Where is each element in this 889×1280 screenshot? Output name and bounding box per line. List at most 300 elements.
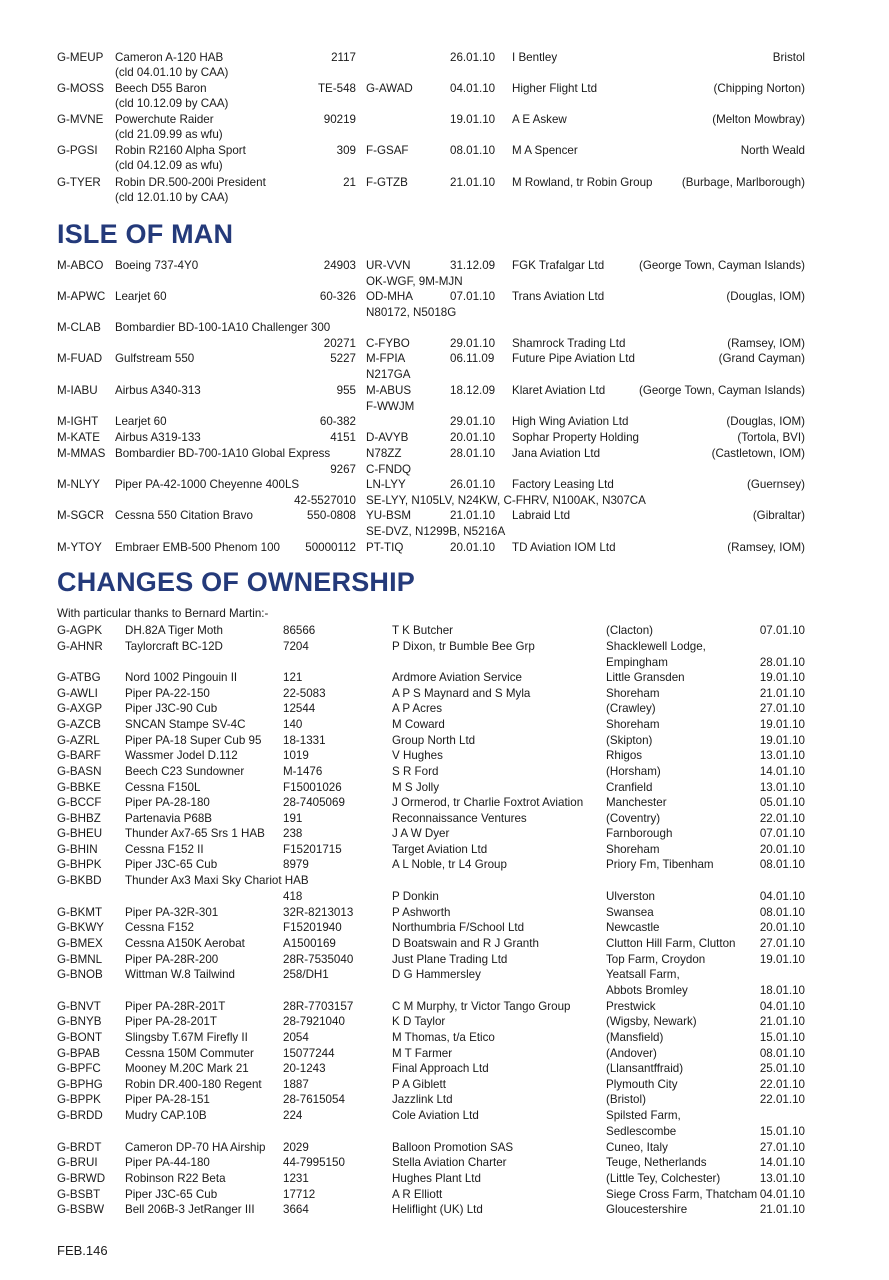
cancel-note: (cld 21.09.99 as wfu) bbox=[115, 128, 223, 141]
previous-regs-history: SE-DVZ, N1299B, N5216A bbox=[366, 525, 506, 538]
reg: G-BSBW bbox=[57, 1203, 105, 1216]
construction-number: 1231 bbox=[283, 1172, 309, 1185]
previous-reg: UR-VVN bbox=[366, 259, 411, 272]
owner: D G Hammersley bbox=[392, 968, 481, 981]
aircraft-type: Robin R2160 Alpha Sport bbox=[115, 144, 246, 157]
owner: Stella Aviation Charter bbox=[392, 1156, 507, 1169]
date: 28.01.10 bbox=[450, 447, 496, 460]
construction-number: 50000112 bbox=[305, 541, 356, 554]
reg: G-BPPK bbox=[57, 1093, 101, 1106]
date: 26.01.10 bbox=[450, 51, 496, 64]
aircraft-type: Beech D55 Baron bbox=[115, 82, 207, 95]
location: Bristol bbox=[772, 51, 805, 64]
construction-number: 28-7405069 bbox=[283, 796, 345, 809]
location: Little Gransden bbox=[606, 671, 685, 684]
location: Cuneo, Italy bbox=[606, 1141, 668, 1154]
construction-number: 3664 bbox=[283, 1203, 309, 1216]
aircraft-type: Cessna F152 II bbox=[125, 843, 204, 856]
owner: Cole Aviation Ltd bbox=[392, 1109, 479, 1122]
aircraft-type: Beech C23 Sundowner bbox=[125, 765, 245, 778]
date: 22.01.10 bbox=[759, 1078, 805, 1091]
reg: G-BPAB bbox=[57, 1047, 100, 1060]
aircraft-type: Piper PA-44-180 bbox=[125, 1156, 210, 1169]
construction-number: 238 bbox=[283, 827, 303, 840]
construction-number: 20-1243 bbox=[283, 1062, 326, 1075]
location: (Douglas, IOM) bbox=[726, 415, 805, 428]
date: 31.12.09 bbox=[450, 259, 496, 272]
reg: G-BPHG bbox=[57, 1078, 103, 1091]
location: Swansea bbox=[606, 906, 654, 919]
location: (Melton Mowbray) bbox=[712, 113, 805, 126]
owner: M Coward bbox=[392, 718, 445, 731]
reg: G-BHBZ bbox=[57, 812, 101, 825]
cancel-note: (cld 10.12.09 by CAA) bbox=[115, 97, 229, 110]
date: 08.01.10 bbox=[759, 858, 805, 871]
owner: Reconnaissance Ventures bbox=[392, 812, 527, 825]
owner: M S Jolly bbox=[392, 781, 440, 794]
thanks-note: With particular thanks to Bernard Martin:- bbox=[57, 607, 269, 620]
aircraft-type: Gulfstream 550 bbox=[115, 352, 195, 365]
construction-number: 2054 bbox=[283, 1031, 309, 1044]
aircraft-type: Mudry CAP.10B bbox=[125, 1109, 207, 1122]
reg: G-BHIN bbox=[57, 843, 98, 856]
date: 08.01.10 bbox=[759, 1047, 805, 1060]
aircraft-type: Thunder Ax3 Maxi Sky Chariot HAB bbox=[125, 874, 309, 887]
reg: G-BKBD bbox=[57, 874, 102, 887]
location: Plymouth City bbox=[606, 1078, 678, 1091]
owner: I Bentley bbox=[512, 51, 558, 64]
location: Ulverston bbox=[606, 890, 655, 903]
aircraft-type: Taylorcraft BC-12D bbox=[125, 640, 223, 653]
owner: M T Farmer bbox=[392, 1047, 453, 1060]
construction-number: 86566 bbox=[283, 624, 316, 637]
location: Shoreham bbox=[606, 843, 660, 856]
aircraft-type: Airbus A340-313 bbox=[115, 384, 201, 397]
aircraft-type: Cessna F150L bbox=[125, 781, 201, 794]
construction-number: 28-7921040 bbox=[283, 1015, 345, 1028]
reg: G-BMEX bbox=[57, 937, 103, 950]
owner: Balloon Promotion SAS bbox=[392, 1141, 514, 1154]
location: (Chipping Norton) bbox=[713, 82, 805, 95]
owner: P Ashworth bbox=[392, 906, 451, 919]
new-reg: F-GTZB bbox=[366, 176, 408, 189]
construction-number: M-1476 bbox=[283, 765, 323, 778]
owner: Ardmore Aviation Service bbox=[392, 671, 522, 684]
date: 22.01.10 bbox=[759, 812, 805, 825]
section-title-isle-of-man: ISLE OF MAN bbox=[57, 219, 234, 249]
reg: G-BRWD bbox=[57, 1172, 106, 1185]
aircraft-type: Robin DR.400-180 Regent bbox=[125, 1078, 262, 1091]
date: 14.01.10 bbox=[759, 765, 805, 778]
date: 04.01.10 bbox=[759, 890, 805, 903]
date: 04.01.10 bbox=[450, 82, 496, 95]
owner: Target Aviation Ltd bbox=[392, 843, 488, 856]
date: 26.01.10 bbox=[450, 478, 496, 491]
reg: G-BNOB bbox=[57, 968, 103, 981]
owner: A L Noble, tr L4 Group bbox=[392, 858, 507, 871]
construction-number: 5227 bbox=[330, 352, 356, 365]
owner: FGK Trafalgar Ltd bbox=[512, 259, 605, 272]
aircraft-type: Robin DR.500-200i President bbox=[115, 176, 266, 189]
location: (Little Tey, Colchester) bbox=[606, 1172, 721, 1185]
aircraft-type: Mooney M.20C Mark 21 bbox=[125, 1062, 249, 1075]
reg: M-CLAB bbox=[57, 321, 101, 334]
construction-number: 8979 bbox=[283, 858, 309, 871]
reg: G-PGSI bbox=[57, 144, 98, 157]
reg: G-MVNE bbox=[57, 113, 104, 126]
reg: G-BKMT bbox=[57, 906, 103, 919]
previous-reg: C-FYBO bbox=[366, 337, 410, 350]
aircraft-type: Piper PA-22-150 bbox=[125, 687, 210, 700]
aircraft-type: Piper PA-28-180 bbox=[125, 796, 210, 809]
construction-number: 32R-8213013 bbox=[283, 906, 354, 919]
date: 29.01.10 bbox=[450, 415, 496, 428]
previous-reg: N78ZZ bbox=[366, 447, 402, 460]
location: Shacklewell Lodge, bbox=[606, 640, 706, 653]
date: 20.01.10 bbox=[759, 921, 805, 934]
date: 21.01.10 bbox=[450, 509, 496, 522]
date: 08.01.10 bbox=[450, 144, 496, 157]
aircraft-type: Slingsby T.67M Firefly II bbox=[125, 1031, 248, 1044]
new-reg: F-GSAF bbox=[366, 144, 409, 157]
cancel-note: (cld 04.01.10 by CAA) bbox=[115, 66, 229, 79]
aircraft-type: Bell 206B-3 JetRanger III bbox=[125, 1203, 255, 1216]
previous-reg: YU-BSM bbox=[366, 509, 412, 522]
reg: M-IABU bbox=[57, 384, 98, 397]
owner: Sophar Property Holding bbox=[512, 431, 639, 444]
construction-number: 17712 bbox=[283, 1188, 316, 1201]
date: 19.01.10 bbox=[759, 953, 805, 966]
construction-number: F15201940 bbox=[283, 921, 342, 934]
construction-number: 224 bbox=[283, 1109, 303, 1122]
location: (Mansfield) bbox=[606, 1031, 664, 1044]
owner: Group North Ltd bbox=[392, 734, 476, 747]
date: 27.01.10 bbox=[759, 702, 805, 715]
owner: Shamrock Trading Ltd bbox=[512, 337, 626, 350]
construction-number: 42-5527010 bbox=[294, 494, 356, 507]
date: 13.01.10 bbox=[759, 1172, 805, 1185]
owner: V Hughes bbox=[392, 749, 443, 762]
location: (Wigsby, Newark) bbox=[606, 1015, 697, 1028]
previous-reg: D-AVYB bbox=[366, 431, 409, 444]
location: Cranfield bbox=[606, 781, 653, 794]
reg: G-BSBT bbox=[57, 1188, 101, 1201]
location: (Castletown, IOM) bbox=[711, 447, 805, 460]
location: (Douglas, IOM) bbox=[726, 290, 805, 303]
reg: G-BRDT bbox=[57, 1141, 102, 1154]
location: (Grand Cayman) bbox=[718, 352, 805, 365]
construction-number: 90219 bbox=[323, 113, 356, 126]
date: 25.01.10 bbox=[759, 1062, 805, 1075]
reg: M-MMAS bbox=[57, 447, 106, 460]
owner: Klaret Aviation Ltd bbox=[512, 384, 606, 397]
reg: M-YTOY bbox=[57, 541, 102, 554]
reg: G-BCCF bbox=[57, 796, 102, 809]
date: 13.01.10 bbox=[759, 749, 805, 762]
location: Manchester bbox=[606, 796, 667, 809]
aircraft-type: Embraer EMB-500 Phenom 100 bbox=[115, 541, 280, 554]
owner: Final Approach Ltd bbox=[392, 1062, 489, 1075]
construction-number: 18-1331 bbox=[283, 734, 326, 747]
owner: Hughes Plant Ltd bbox=[392, 1172, 481, 1185]
construction-number: 4151 bbox=[330, 431, 356, 444]
aircraft-type: Boeing 737-4Y0 bbox=[115, 259, 199, 272]
date: 27.01.10 bbox=[759, 1141, 805, 1154]
aircraft-type: Piper PA-28-151 bbox=[125, 1093, 210, 1106]
cancel-note: (cld 12.01.10 by CAA) bbox=[115, 191, 229, 204]
reg: G-AXGP bbox=[57, 702, 103, 715]
location: Shoreham bbox=[606, 687, 660, 700]
aircraft-type: Piper PA-18 Super Cub 95 bbox=[125, 734, 262, 747]
construction-number: A1500169 bbox=[283, 937, 336, 950]
construction-number: 191 bbox=[283, 812, 303, 825]
location: (Crawley) bbox=[606, 702, 656, 715]
previous-reg: OD-MHA bbox=[366, 290, 414, 303]
owner: Higher Flight Ltd bbox=[512, 82, 598, 95]
aircraft-type: Piper J3C-65 Cub bbox=[125, 858, 218, 871]
location: Spilsted Farm, bbox=[606, 1109, 681, 1122]
location: Clutton Hill Farm, Clutton bbox=[606, 937, 736, 950]
owner: S R Ford bbox=[392, 765, 439, 778]
reg: G-BNYB bbox=[57, 1015, 102, 1028]
owner: Factory Leasing Ltd bbox=[512, 478, 614, 491]
aircraft-type: Cameron A-120 HAB bbox=[115, 51, 224, 64]
date: 08.01.10 bbox=[759, 906, 805, 919]
reg: G-BNVT bbox=[57, 1000, 101, 1013]
previous-regs-history: F-WWJM bbox=[366, 400, 415, 413]
date: 28.01.10 bbox=[759, 656, 805, 669]
aircraft-type: Piper PA-32R-301 bbox=[125, 906, 219, 919]
aircraft-type: Nord 1002 Pingouin II bbox=[125, 671, 238, 684]
location: Siege Cross Farm, Thatcham bbox=[606, 1188, 758, 1201]
date: 06.11.09 bbox=[450, 352, 495, 365]
reg: G-BRUI bbox=[57, 1156, 98, 1169]
location: Teuge, Netherlands bbox=[606, 1156, 707, 1169]
location: Gloucestershire bbox=[606, 1203, 688, 1216]
reg: G-TYER bbox=[57, 176, 101, 189]
construction-number: 28R-7703157 bbox=[283, 1000, 354, 1013]
previous-reg: LN-LYY bbox=[366, 478, 406, 491]
aircraft-type: Cessna F152 bbox=[125, 921, 194, 934]
aircraft-type: Piper PA-42-1000 Cheyenne 400LS bbox=[115, 478, 300, 491]
owner: C M Murphy, tr Victor Tango Group bbox=[392, 1000, 571, 1013]
construction-number: 140 bbox=[283, 718, 303, 731]
reg: G-MEUP bbox=[57, 51, 104, 64]
aircraft-type: DH.82A Tiger Moth bbox=[125, 624, 223, 637]
location: (Tortola, BVI) bbox=[737, 431, 805, 444]
construction-number: 418 bbox=[283, 890, 303, 903]
construction-number: 21 bbox=[343, 176, 356, 189]
construction-number: 60-326 bbox=[319, 290, 356, 303]
previous-regs-history: N80172, N5018G bbox=[366, 306, 457, 319]
construction-number: 20271 bbox=[323, 337, 356, 350]
reg: G-BBKE bbox=[57, 781, 101, 794]
date: 20.01.10 bbox=[450, 541, 496, 554]
location: Farnborough bbox=[606, 827, 673, 840]
aircraft-type: Cessna A150K Aerobat bbox=[125, 937, 245, 950]
reg: G-BASN bbox=[57, 765, 102, 778]
owner: P A Giblett bbox=[392, 1078, 446, 1091]
owner: P Dixon, tr Bumble Bee Grp bbox=[392, 640, 535, 653]
owner: High Wing Aviation Ltd bbox=[512, 415, 629, 428]
section-title-changes-of-ownership: CHANGES OF OWNERSHIP bbox=[57, 567, 416, 597]
location: (Clacton) bbox=[606, 624, 654, 637]
location: (Llansantffraid) bbox=[606, 1062, 684, 1075]
date: 27.01.10 bbox=[759, 937, 805, 950]
date: 29.01.10 bbox=[450, 337, 496, 350]
owner: P Donkin bbox=[392, 890, 439, 903]
date: 04.01.10 bbox=[759, 1188, 805, 1201]
location: Shoreham bbox=[606, 718, 660, 731]
location: (George Town, Cayman Islands) bbox=[638, 384, 805, 397]
construction-number: 15077244 bbox=[283, 1047, 335, 1060]
previous-regs-history: OK-WGF, 9M-MJN bbox=[366, 275, 463, 288]
date: 15.01.10 bbox=[759, 1031, 805, 1044]
date: 07.01.10 bbox=[759, 827, 805, 840]
location: Top Farm, Croydon bbox=[606, 953, 706, 966]
owner: K D Taylor bbox=[392, 1015, 446, 1028]
date: 19.01.10 bbox=[450, 113, 496, 126]
construction-number: 2117 bbox=[331, 51, 356, 64]
previous-reg: M-ABUS bbox=[366, 384, 412, 397]
page-footer: FEB.146 bbox=[57, 1243, 108, 1258]
location: Priory Fm, Tibenham bbox=[606, 858, 714, 871]
aircraft-type: Airbus A319-133 bbox=[115, 431, 201, 444]
reg: M-KATE bbox=[57, 431, 100, 444]
location: (Ramsey, IOM) bbox=[727, 337, 805, 350]
location: (Andover) bbox=[606, 1047, 657, 1060]
location: (Ramsey, IOM) bbox=[727, 541, 805, 554]
owner: M A Spencer bbox=[512, 144, 578, 157]
previous-regs-history: C-FNDQ bbox=[366, 463, 412, 476]
reg: G-AZRL bbox=[57, 734, 100, 747]
aircraft-type: Piper PA-28R-201T bbox=[125, 1000, 226, 1013]
aircraft-type: Robinson R22 Beta bbox=[125, 1172, 226, 1185]
location-line-2: Sedlescombe bbox=[606, 1125, 677, 1138]
location-line-2: Empingham bbox=[606, 656, 668, 669]
date: 21.01.10 bbox=[759, 687, 805, 700]
owner: A E Askew bbox=[512, 113, 567, 126]
owner: Northumbria F/School Ltd bbox=[392, 921, 525, 934]
location-line-2: Abbots Bromley bbox=[606, 984, 688, 997]
aircraft-type: Piper J3C-90 Cub bbox=[125, 702, 218, 715]
date: 04.01.10 bbox=[759, 1000, 805, 1013]
owner: TD Aviation IOM Ltd bbox=[512, 541, 616, 554]
location: (Guernsey) bbox=[747, 478, 805, 491]
reg: M-NLYY bbox=[57, 478, 100, 491]
reg: M-FUAD bbox=[57, 352, 103, 365]
reg: G-AHNR bbox=[57, 640, 103, 653]
construction-number: 22-5083 bbox=[283, 687, 326, 700]
construction-number: 1019 bbox=[283, 749, 309, 762]
location: Rhigos bbox=[606, 749, 643, 762]
owner: A P Acres bbox=[392, 702, 443, 715]
previous-regs-history: N217GA bbox=[366, 368, 411, 381]
construction-number: 60-382 bbox=[319, 415, 356, 428]
date: 20.01.10 bbox=[450, 431, 496, 444]
owner: Labraid Ltd bbox=[512, 509, 571, 522]
date: 15.01.10 bbox=[759, 1125, 805, 1138]
reg: G-BKWY bbox=[57, 921, 105, 934]
owner: Heliflight (UK) Ltd bbox=[392, 1203, 483, 1216]
aircraft-type: Wassmer Jodel D.112 bbox=[125, 749, 238, 762]
previous-reg: M-FPIA bbox=[366, 352, 406, 365]
construction-number: 9267 bbox=[330, 463, 356, 476]
reg: M-APWC bbox=[57, 290, 106, 303]
owner: M Rowland, tr Robin Group bbox=[512, 176, 653, 189]
location: (Gibraltar) bbox=[752, 509, 805, 522]
reg: G-AGPK bbox=[57, 624, 103, 637]
owner: A R Elliott bbox=[392, 1188, 443, 1201]
construction-number: 7204 bbox=[283, 640, 309, 653]
construction-number: TE-548 bbox=[317, 82, 356, 95]
construction-number: 955 bbox=[336, 384, 356, 397]
reg: G-BARF bbox=[57, 749, 101, 762]
reg: G-BHEU bbox=[57, 827, 103, 840]
aircraft-type: Thunder Ax7-65 Srs 1 HAB bbox=[125, 827, 265, 840]
reg: M-SGCR bbox=[57, 509, 105, 522]
construction-number: 28R-7535040 bbox=[283, 953, 354, 966]
construction-number: 121 bbox=[283, 671, 303, 684]
aircraft-type: Bombardier BD-700-1A10 Global Express bbox=[115, 447, 331, 460]
aircraft-type: Cessna 150M Commuter bbox=[125, 1047, 254, 1060]
previous-regs-history: SE-LYY, N105LV, N24KW, C-FHRV, N100AK, N307CA bbox=[366, 494, 646, 507]
aircraft-type: Piper PA-28R-200 bbox=[125, 953, 219, 966]
cancel-note: (cld 04.12.09 as wfu) bbox=[115, 159, 223, 172]
reg: G-BMNL bbox=[57, 953, 103, 966]
location: North Weald bbox=[740, 144, 805, 157]
location: (Horsham) bbox=[606, 765, 661, 778]
reg: G-ATBG bbox=[57, 671, 101, 684]
reg: G-AWLI bbox=[57, 687, 98, 700]
aircraft-type: SNCAN Stampe SV-4C bbox=[125, 718, 246, 731]
location: Prestwick bbox=[606, 1000, 656, 1013]
construction-number: 12544 bbox=[283, 702, 316, 715]
date: 14.01.10 bbox=[759, 1156, 805, 1169]
location: (Bristol) bbox=[606, 1093, 646, 1106]
date: 07.01.10 bbox=[450, 290, 496, 303]
aircraft-type: Wittman W.8 Tailwind bbox=[125, 968, 235, 981]
aircraft-type: Cameron DP-70 HA Airship bbox=[125, 1141, 266, 1154]
location: (Skipton) bbox=[606, 734, 653, 747]
reg: G-AZCB bbox=[57, 718, 101, 731]
new-reg: G-AWAD bbox=[366, 82, 413, 95]
construction-number: 2029 bbox=[283, 1141, 309, 1154]
reg: M-ABCO bbox=[57, 259, 104, 272]
owner: Jazzlink Ltd bbox=[392, 1093, 453, 1106]
owner: D Boatswain and R J Granth bbox=[392, 937, 539, 950]
date: 22.01.10 bbox=[759, 1093, 805, 1106]
construction-number: 28-7615054 bbox=[283, 1093, 345, 1106]
date: 21.01.10 bbox=[450, 176, 496, 189]
construction-number: 309 bbox=[336, 144, 356, 157]
date: 07.01.10 bbox=[759, 624, 805, 637]
owner: J A W Dyer bbox=[392, 827, 450, 840]
owner: T K Butcher bbox=[392, 624, 454, 637]
aircraft-type: Partenavia P68B bbox=[125, 812, 213, 825]
aircraft-type: Cessna 550 Citation Bravo bbox=[115, 509, 253, 522]
aircraft-type: Learjet 60 bbox=[115, 290, 167, 303]
location: Yeatsall Farm, bbox=[606, 968, 680, 981]
owner: M Thomas, t/a Etico bbox=[392, 1031, 495, 1044]
aircraft-type: Powerchute Raider bbox=[115, 113, 214, 126]
aircraft-type: Piper PA-28-201T bbox=[125, 1015, 217, 1028]
previous-reg: PT-TIQ bbox=[366, 541, 404, 554]
date: 18.01.10 bbox=[759, 984, 805, 997]
date: 18.12.09 bbox=[450, 384, 496, 397]
date: 19.01.10 bbox=[759, 671, 805, 684]
date: 19.01.10 bbox=[759, 718, 805, 731]
